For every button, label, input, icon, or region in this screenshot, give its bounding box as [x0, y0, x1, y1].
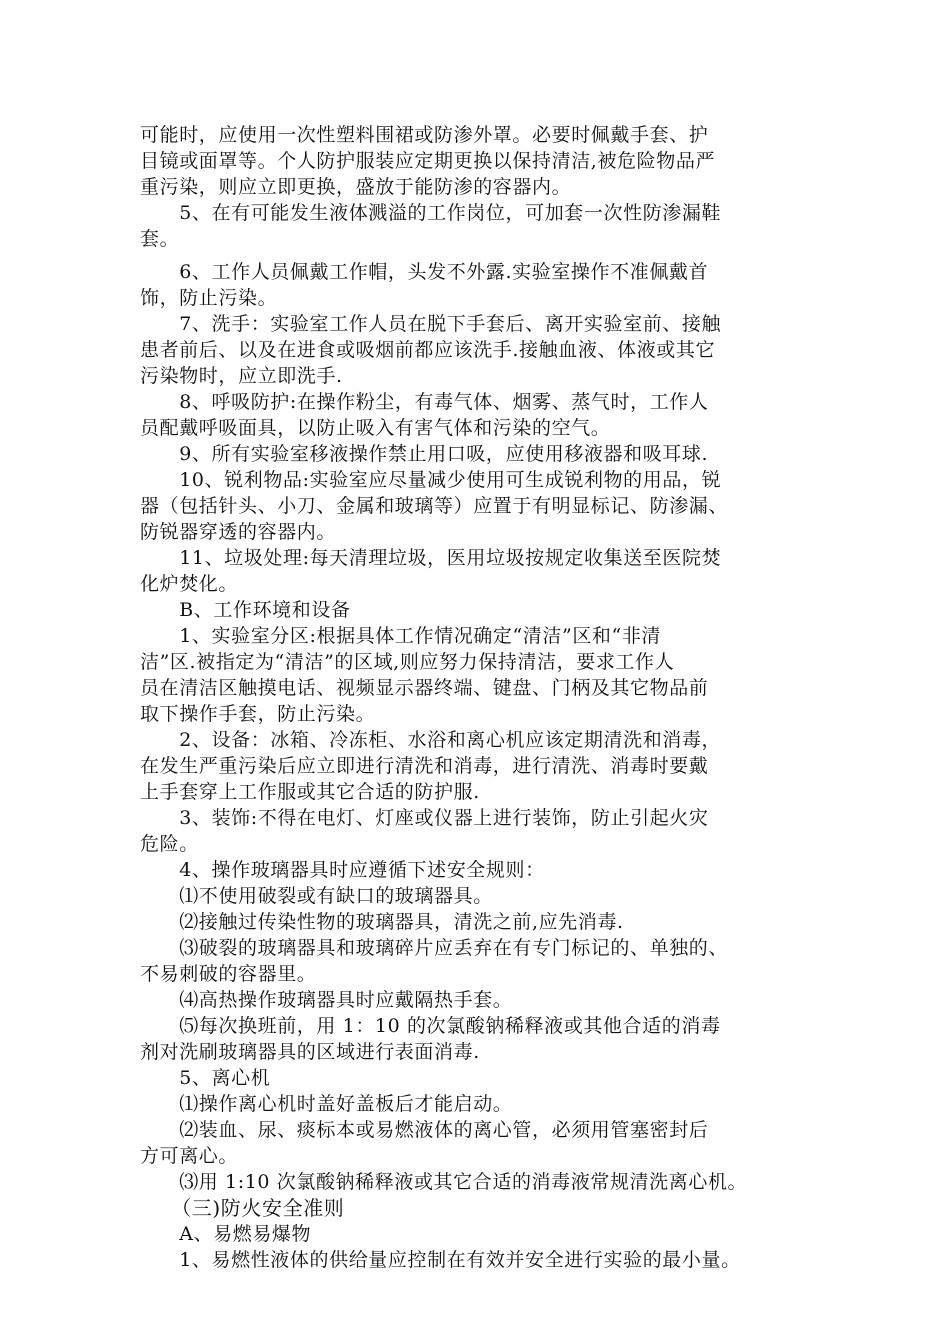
text-line: 可能时，应使用一次性塑料围裙或防渗外罩。必要时佩戴手套、护: [140, 124, 709, 146]
text-line: 员配戴呼吸面具，以防止吸入有害气体和污染的空气。: [140, 417, 611, 439]
text-line: ⑷高热操作玻璃器具时应戴隔热手套。: [140, 989, 513, 1011]
text-line: 5、离心机: [140, 1067, 271, 1089]
text-line: ⑴操作离心机时盖好盖板后才能启动。: [140, 1093, 513, 1115]
document-body: [140, 122, 830, 1273]
text-line: ⑵装血、尿、痰标本或易燃液体的离心管，必须用管塞密封后: [140, 1119, 709, 1141]
text-line: 防锐器穿透的容器内。: [140, 521, 337, 543]
text-line: 2、设备：冰箱、冷冻柜、水浴和离心机应该定期清洗和消毒，: [140, 729, 722, 751]
text-line: 剂对洗刷玻璃器具的区域进行表面消毒.: [140, 1041, 480, 1063]
text-line: 器（包括针头、小刀、金属和玻璃等）应置于有明显标记、防渗漏、: [140, 495, 729, 517]
text-line: 9、所有实验室移液操作禁止用口吸，应使用移液器和吸耳球.: [140, 443, 709, 465]
text-line: 3、装饰:不得在电灯、灯座或仪器上进行装饰，防止引起火灾: [140, 807, 709, 829]
text-line: 10、锐利物品:实验室应尽量减少使用可生成锐利物的用品，锐: [140, 469, 722, 491]
text-line: 不易刺破的容器里。: [140, 963, 317, 985]
section-heading: B、工作环境和设备: [140, 599, 351, 621]
text-line: 7、洗手：实验室工作人员在脱下手套后、离开实验室前、接触: [140, 313, 722, 335]
text-line: 饰，防止污染。: [140, 287, 278, 309]
text-line: ⑶用 1:10 次氯酸钠稀释液或其它合适的消毒液常规清洗离心机。: [140, 1171, 748, 1193]
text-line: 洁”区.被指定为“清洁”的区域,则应努力保持清洁，要求工作人: [140, 651, 675, 673]
text-line: 方可离心。: [140, 1145, 239, 1167]
text-line: 4、操作玻璃器具时应遵循下述安全规则：: [140, 859, 545, 881]
section-heading: （三)防火安全准则: [140, 1196, 345, 1220]
text-line: 5、在有可能发生液体溅溢的工作岗位，可加套一次性防渗漏鞋: [140, 202, 722, 224]
text-line: 在发生严重污染后应立即进行清洗和消毒，进行清洗、消毒时要戴: [140, 755, 709, 777]
text-line: 11、垃圾处理:每天清理垃圾，医用垃圾按规定收集送至医院焚: [140, 547, 722, 569]
text-line: 目镜或面罩等。个人防护服装应定期更换以保持清洁,被危险物品严: [140, 150, 716, 172]
text-line: ⑸每次换班前，用 1：10 的次氯酸钠稀释液或其他合适的消毒: [140, 1015, 721, 1037]
text-line: 化炉焚化。: [140, 573, 239, 595]
text-line: 套。: [140, 228, 180, 250]
text-line: 危险。: [140, 833, 199, 855]
text-line: ⑵接触过传染性物的玻璃器具，清洗之前,应先消毒.: [140, 911, 624, 933]
text-line: 取下操作手套，防止污染。: [140, 703, 376, 725]
section-heading: A、易燃易爆物: [140, 1223, 312, 1245]
text-line: 员在清洁区触摸电话、视频显示器终端、键盘、门柄及其它物品前: [140, 677, 709, 699]
text-line: 重污染，则应立即更换，盛放于能防渗的容器内。: [140, 176, 572, 198]
text-line: 1、实验室分区:根据具体工作情况确定“清洁”区和“非清: [140, 625, 662, 647]
text-line: ⑶破裂的玻璃器具和玻璃碎片应丢弃在有专门标记的、单独的、: [140, 937, 729, 959]
text-line: ⑴不使用破裂或有缺口的玻璃器具。: [140, 885, 493, 907]
text-line: 6、工作人员佩戴工作帽，头发不外露.实验室操作不准佩戴首: [140, 261, 709, 283]
text-line: 1、易燃性液体的供给量应控制在有效并安全进行实验的最小量。: [140, 1249, 741, 1271]
text-line: 污染物时，应立即洗手.: [140, 365, 343, 387]
text-line: 上手套穿上工作服或其它合适的防护服.: [140, 781, 480, 803]
text-line: 8、呼吸防护:在操作粉尘，有毒气体、烟雾、蒸气时，工作人: [140, 391, 709, 413]
text-line: 患者前后、以及在进食或吸烟前都应该洗手.接触血液、体液或其它: [140, 339, 716, 361]
